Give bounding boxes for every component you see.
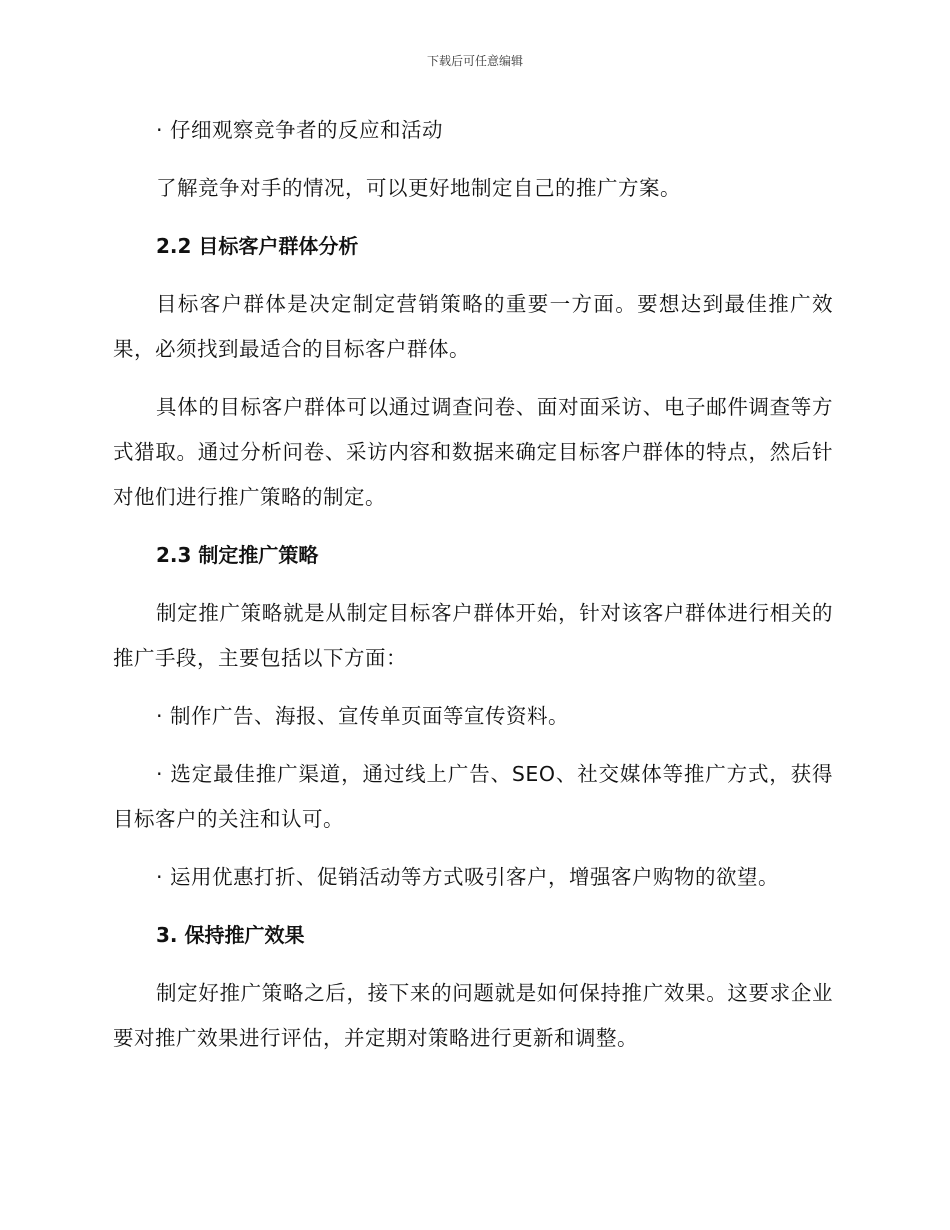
page-header-note: 下载后可任意编辑 — [426, 54, 523, 68]
heading-2-2: 2.2 目标客户群体分析 — [156, 234, 359, 258]
paragraph-strategy-intro: 制定推广策略就是从制定目标客户群体开始，针对该客户群体进行相关的推广手段，主要包括以下方面： — [113, 601, 833, 670]
paragraph-target-group-importance: 目标客户群体是决定制定营销策略的重要一方面。要想达到最佳推广效果，必须找到最适合的目标客户群体。 — [113, 292, 833, 361]
bullet-promo-materials: · 制作广告、海报、宣传单页面等宣传资料。 — [156, 704, 570, 728]
paragraph-maintain-effect: 制定好推广策略之后，接下来的问题就是如何保持推广效果。这要求企业要对推广效果进行评估，并定期对策略进行更新和调整。 — [113, 981, 833, 1050]
paragraph-target-group-methods: 具体的目标客户群体可以通过调查问卷、面对面采访、电子邮件调查等方式猎取。通过分析问卷、采访内容和数据来确定目标客户群体的特点，然后针对他们进行推广策略的制定。 — [113, 395, 833, 509]
bullet-observe-competitors: · 仔细观察竞争者的反应和活动 — [156, 118, 444, 142]
bullet-discounts: · 运用优惠打折、促销活动等方式吸引客户，增强客户购物的欲望。 — [156, 865, 780, 889]
paragraph-competitor-summary: 了解竞争对手的情况，可以更好地制定自己的推广方案。 — [156, 176, 681, 200]
bullet-promo-channels: · 选定最佳推广渠道，通过线上广告、SEO、社交媒体等推广方式，获得目标客户的关注和认可。 — [113, 762, 833, 831]
heading-3: 3. 保持推广效果 — [156, 923, 305, 947]
heading-2-3: 2.3 制定推广策略 — [156, 543, 319, 567]
document-body — [113, 108, 833, 1061]
